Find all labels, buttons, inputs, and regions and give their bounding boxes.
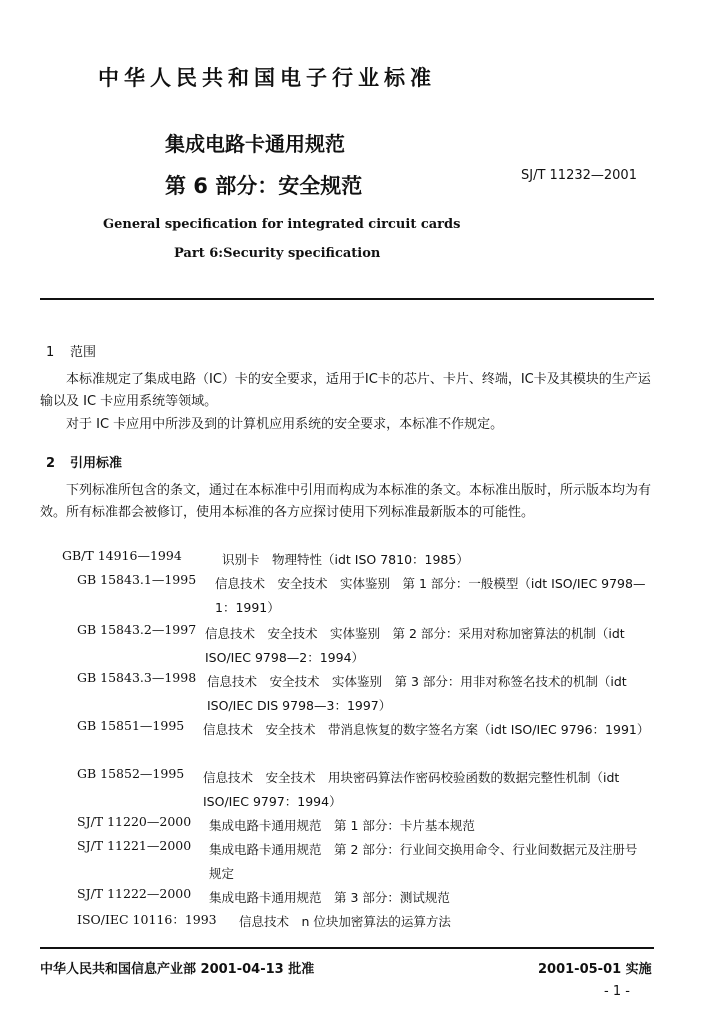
- reference-title: 信息技术 安全技术 用块密码算法作密码校验函数的数据完整性机制（idt ISO/IEC 9797：1994）: [203, 770, 620, 809]
- reference-title: 信息技术 安全技术 实体鉴别 第 3 部分：用非对称签名技术的机制（idt ISO/IEC DIS 9798—3：1997）: [207, 674, 627, 713]
- reference-title: 信息技术 安全技术 实体鉴别 第 1 部分：一般模型（idt ISO/IEC 9798—1：1991）: [215, 576, 646, 615]
- document-subtitle-en: Part 6:Security specification: [174, 246, 381, 261]
- scope-paragraph-2: 对于 IC 卡应用中所涉及到的计算机应用系统的安全要求，本标准不作规定。: [66, 417, 504, 432]
- reference-code: GB/T 14916—1994: [62, 548, 182, 563]
- reference-title: 识别卡 物理特性（idt ISO 7810：1985）: [222, 552, 469, 567]
- section-heading-references: [46, 452, 122, 471]
- approval-info: 中华人民共和国信息产业部 2001-04-13 批准: [40, 962, 315, 977]
- reference-item: [77, 670, 677, 718]
- reference-code: GB 15843.1—1995: [77, 572, 197, 587]
- reference-item: [77, 766, 677, 814]
- section-number: 1: [46, 345, 55, 360]
- reference-code: GB 15851—1995: [77, 718, 185, 733]
- section-heading-scope: [46, 341, 96, 360]
- section-title: 引用标准: [70, 456, 123, 471]
- reference-item: [77, 718, 677, 742]
- reference-item: [77, 886, 677, 910]
- reference-item: [77, 572, 677, 620]
- reference-title: 集成电路卡通用规范 第 1 部分：卡片基本规范: [209, 818, 475, 833]
- reference-item: [77, 910, 677, 934]
- reference-title: 信息技术 n 位块加密算法的运算方法: [239, 914, 451, 929]
- reference-item: [77, 622, 677, 670]
- reference-code: ISO/IEC 10116：1993: [77, 912, 217, 927]
- reference-title: 信息技术 安全技术 实体鉴别 第 2 部分：采用对称加密算法的机制（idt ISO/IEC 9798—2：1994）: [205, 626, 625, 665]
- document-subtitle-cn: 第 6 部分：安全规范: [165, 174, 363, 198]
- issuing-body-header: 中华人民共和国电子行业标准: [98, 66, 436, 90]
- scope-paragraph-1: 本标准规定了集成电路（IC）卡的安全要求，适用于IC卡的芯片、卡片、终端，IC卡及其模块的生产运输以及 IC 卡应用系统等领域。: [40, 372, 651, 409]
- reference-code: SJ/T 11220—2000: [77, 814, 192, 829]
- reference-item: [77, 814, 677, 838]
- reference-title: 信息技术 安全技术 带消息恢复的数字签名方案（idt ISO/IEC 9796：1991）: [203, 722, 650, 737]
- reference-title: 集成电路卡通用规范 第 2 部分：行业间交换用命令、行业间数据元及注册号规定: [209, 842, 638, 881]
- section-number: 2: [46, 456, 56, 471]
- reference-code: SJ/T 11222—2000: [77, 886, 192, 901]
- reference-item: [62, 548, 662, 572]
- reference-code: GB 15843.3—1998: [77, 670, 197, 685]
- references-intro-paragraph: 下列标准所包含的条文，通过在本标准中引用而构成为本标准的条文。本标准出版时，所示版本均为有效。所有标准都会被修订，使用本标准的各方应探讨使用下列标准最新版本的可能性。: [40, 483, 652, 520]
- standard-code: SJ/T 11232—2001: [521, 168, 637, 183]
- reference-title: 集成电路卡通用规范 第 3 部分：测试规范: [209, 890, 450, 905]
- section-title: 范围: [70, 345, 97, 360]
- effective-date: 2001-05-01 实施: [538, 962, 652, 977]
- bottom-divider: [40, 947, 654, 949]
- reference-code: GB 15843.2—1997: [77, 622, 197, 637]
- document-title-en: General specification for integrated circuit cards: [103, 217, 461, 232]
- reference-code: SJ/T 11221—2000: [77, 838, 192, 853]
- page-number: - 1 -: [604, 984, 630, 999]
- document-title-cn: 集成电路卡通用规范: [165, 132, 345, 156]
- top-divider: [40, 298, 654, 300]
- reference-item: [77, 838, 677, 886]
- reference-code: GB 15852—1995: [77, 766, 185, 781]
